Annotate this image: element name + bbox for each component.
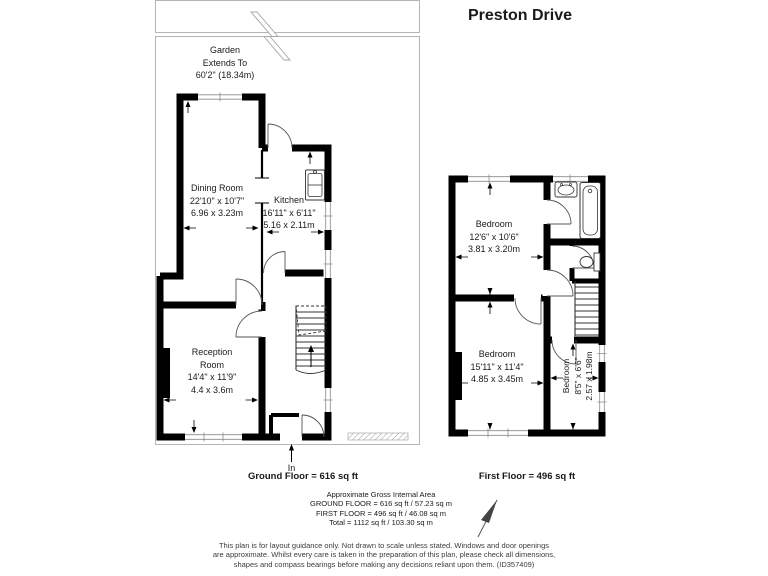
bathtub — [580, 183, 601, 239]
entrance-arrow-icon — [289, 444, 294, 462]
garden-label: Garden Extends To 60'2" (18.34m) — [195, 45, 255, 80]
disclaimer: This plan is for layout guidance only. Not drawn to scale unless stated. Windows and door openings are approximate. Whilst every care is taken in the preparation of this plan, please check all dimensions, shapes and compass bearings before making any decisions reliant upon them. (ID357409) — [212, 541, 556, 569]
basin — [555, 182, 577, 197]
room-label-kitchen: Kitchen 16'11" x 6'11" 5.16 x 2.11m — [262, 195, 316, 230]
stairs-first — [575, 281, 599, 336]
room-label-bedroom-rear: Bedroom 12'6" x 10'6" 3.81 x 3.20m — [467, 219, 521, 254]
room-label-reception: Reception Room 14'4" x 11'9" 4.4 x 3.6m — [187, 347, 237, 395]
room-label-dining: Dining Room 22'10" x 10'7" 6.96 x 3.23m — [189, 183, 245, 218]
fence-hatch — [348, 433, 408, 440]
room-label-bedroom-small: Bedroom 8'5" x 6'6" 2.57 x 1.98m — [560, 351, 594, 401]
bathroom-fixtures — [555, 182, 601, 271]
entrance-label: In — [287, 463, 296, 473]
area-summary: Approximate Gross Internal Area GROUND FLOOR = 616 sq ft / 57.23 sq m FIRST FLOOR = 496 sq ft / 46.08 sq m Total = 1112 sq ft / 103.30 sq m — [310, 490, 452, 527]
compass-icon — [478, 500, 497, 537]
chimney-breast — [157, 348, 171, 398]
ground-floor-area-label: Ground Floor = 616 sq ft — [247, 471, 359, 482]
first-floor-area-label: First Floor = 496 sq ft — [478, 471, 576, 482]
page-title: Preston Drive — [467, 7, 573, 24]
chimney-breast — [449, 352, 463, 400]
room-label-bedroom-front: Bedroom 15'11" x 11'4" 4.85 x 3.45m — [470, 349, 524, 384]
